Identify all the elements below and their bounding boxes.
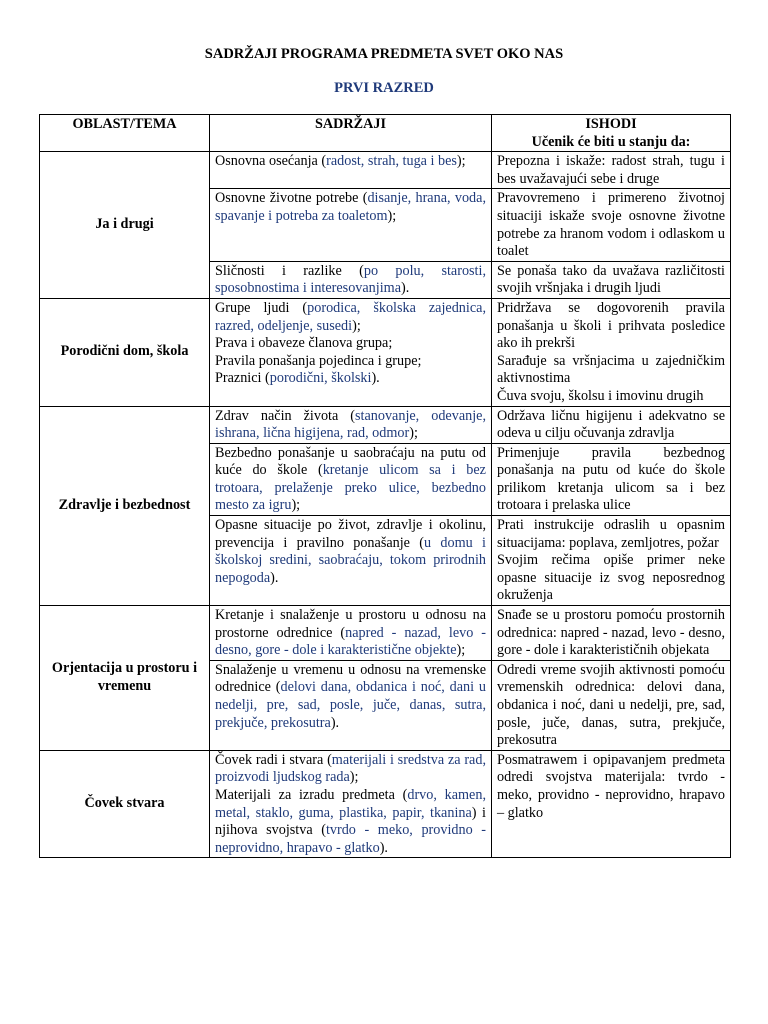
- content-examples: porodica, školska zajednica, razred, odeljenje, susedi: [215, 299, 486, 334]
- outcomes-cell: [492, 516, 731, 606]
- content-examples: disanje, hrana, voda, spavanje i potreba za toaletom: [215, 190, 486, 224]
- outcome-line: Održava ličnu higijenu i adekvatno se odeva u cilju očuvanja zdravlja: [497, 407, 725, 442]
- content-text: ) i njihova svojstva (: [215, 804, 486, 839]
- content-text: ).: [270, 569, 279, 586]
- content-examples: drvo, kamen, metal, staklo, guma, plastika, papir, tkanina: [215, 786, 486, 821]
- content-text: Snalaženje u vremenu u odnosu na vremenske odrednice (: [215, 661, 486, 696]
- outcome-line: Se ponaša tako da uvažava različitosti svojih vršnjaka i drugih ljudi: [497, 262, 725, 297]
- area-cell: Porodični dom, škola: [40, 298, 210, 406]
- document-title: SADRŽAJI PROGRAMA PREDMETA SVET OKO NAS: [204, 46, 564, 62]
- content-text: );: [387, 207, 397, 224]
- outcomes-cell: [492, 606, 731, 661]
- contents-cell: [210, 189, 492, 261]
- content-text: ).: [401, 280, 410, 297]
- content-text: Zdrav način života (: [215, 407, 356, 424]
- contents-cell: [210, 750, 492, 858]
- outcomes-cell: [492, 189, 731, 261]
- outcome-line: Prepozna i iskaže: radost strah, tugu i bes uvažavajući sebe i druge: [497, 153, 725, 187]
- outcomes-cell: [492, 406, 731, 443]
- outcome-line: Čuva svoju, školsu i imovinu drugih: [497, 387, 704, 404]
- contents-cell: [210, 443, 492, 515]
- table-row: [40, 406, 731, 443]
- content-text: Kretanje i snalaženje u prostoru u odnosu na prostorne odrednice (: [215, 607, 486, 641]
- content-examples: po polu, starosti, sposobnostima i interesovanjima: [215, 262, 486, 297]
- content-examples: delovi dana, obdanica i noć, dani u nedelji, pre, sad, posle, juče, danas, sutra, prekjuče, prekosutra: [215, 679, 486, 731]
- content-text: Grupe ljudi (: [215, 299, 308, 316]
- outcome-line: Svojim rečima opiše primer neke opasne situacije iz svog neposrednog okruženja: [497, 552, 725, 604]
- content-text: Osnovne životne potrebe (: [215, 190, 368, 207]
- content-line: [215, 353, 486, 371]
- content-line: [215, 752, 486, 787]
- outcomes-cell: [492, 152, 731, 189]
- contents-cell: [210, 152, 492, 189]
- header-contents: SADRŽAJI: [210, 115, 492, 152]
- content-examples: radost, strah, tuga i bes: [326, 153, 457, 170]
- content-text: Sličnosti i razlike (: [215, 262, 364, 279]
- content-text: );: [456, 153, 466, 170]
- outcomes-cell: [492, 298, 731, 406]
- area-cell: Orjentacija u prostoru i vremenu: [40, 606, 210, 751]
- header-area: OBLAST/TEMA: [40, 115, 210, 152]
- outcome-line: Snađe se u prostoru pomoću prostornih odrednica: napred - nazad, levo - desno, gore - dole i karakterističnih objekata: [497, 607, 725, 659]
- content-text: ).: [371, 370, 380, 387]
- content-text: ).: [330, 714, 340, 731]
- content-text: );: [352, 317, 361, 334]
- content-examples: materijali i sredstva za rad, proizvodi ljudskog rada: [215, 751, 486, 786]
- content-text: );: [409, 425, 418, 442]
- content-text: Opasne situacije po život, zdravlje i okolinu, prevencija i pravilno ponašanje (: [215, 517, 486, 551]
- table-row: [40, 152, 731, 189]
- outcome-line: Pridržava se dogovorenih pravila ponašanja u školi i prihvata posledice ako ih prekrši: [497, 299, 725, 352]
- outcomes-cell: [492, 660, 731, 750]
- content-text: );: [349, 769, 359, 786]
- table-row: [40, 298, 731, 406]
- contents-cell: [210, 516, 492, 606]
- contents-cell: [210, 261, 492, 298]
- outcomes-cell: [492, 750, 731, 858]
- outcome-line: Sarađuje sa vršnjacima u zajedničkim aktivnostima: [497, 352, 725, 387]
- area-cell: Zdravlje i bezbednost: [40, 406, 210, 606]
- content-examples: kretanje ulicom sa i bez trotoara, prelaženje preko ulice, bezbedno mesto za igru: [215, 462, 486, 514]
- content-examples: u domu i školskoj sredini, saobraćaju, tokom prirodnih nepogoda: [215, 534, 486, 586]
- outcome-line: Prati instrukcije odraslih u opasnim situacijama: poplava, zemljotres, požar: [497, 517, 725, 551]
- content-text: );: [456, 642, 466, 659]
- content-text: Pravila ponašanja pojedinca i grupe;: [215, 352, 422, 369]
- content-text: Osnovna osećanja (: [215, 153, 327, 170]
- document-subtitle: PRVI RAZRED: [334, 80, 434, 96]
- outcome-line: Posmatrawem i opipavanjem predmeta odredi svojstva materijala: tvrdo - meko, providno - neprovidno, hrapavo – glatko: [497, 751, 725, 821]
- contents-cell: [210, 660, 492, 750]
- content-text: Prava i obaveze članova grupa;: [215, 335, 393, 352]
- content-line: [215, 335, 486, 353]
- content-line: [215, 787, 486, 857]
- content-examples: napred - nazad, levo - desno, gore - dole i karakteristične objekte: [215, 624, 486, 659]
- table-row: [40, 750, 731, 858]
- content-line: [215, 370, 486, 388]
- area-cell: Čovek stvara: [40, 750, 210, 858]
- content-text: Materijali za izradu predmeta (: [215, 786, 408, 803]
- curriculum-table: [39, 114, 731, 858]
- outcomes-cell: [492, 261, 731, 298]
- content-text: ).: [379, 839, 388, 856]
- contents-cell: [210, 606, 492, 661]
- content-text: Čovek radi i stvara (: [215, 751, 332, 768]
- content-text: );: [291, 497, 301, 514]
- outcome-line: Primenjuje pravila bezbednog ponašanja na putu od kuće do škole prilikom kretanja ulicom sa i bez trotoara i prelaska ulice: [497, 444, 725, 514]
- outcome-line: Pravovremeno i primereno životnoj situaciji iskaže svoje osnovne životne potrebe za hranom vodom i odlaskom u toalet: [497, 190, 725, 260]
- area-cell: Ja i drugi: [40, 152, 210, 299]
- header-outcomes: ISHODI Učenik će biti u stanju da:: [492, 115, 731, 152]
- table-header-row: [40, 115, 731, 152]
- content-line: [215, 300, 486, 335]
- contents-cell: [210, 298, 492, 406]
- outcome-line: Odredi vreme svojih aktivnosti pomoću vremenskih odrednica: delovi dana, obdanica i noć, dani u nedelji, pre, sad, posle, juče, danas, sutra, prekjuče, prekosutra: [497, 661, 725, 749]
- table-row: [40, 606, 731, 661]
- content-text: Bezbedno ponašanje u saobraćaju na putu od kuće do škole (: [215, 444, 486, 479]
- outcomes-cell: [492, 443, 731, 515]
- content-examples: stanovanje, odevanje, ishrana, lična higijena, rad, odmor: [215, 407, 486, 442]
- content-examples: porodični, školski: [269, 370, 372, 387]
- content-text: Praznici (: [215, 370, 270, 387]
- contents-cell: [210, 406, 492, 443]
- content-examples: tvrdo - meko, providno - neprovidno, hrapavo - glatko: [215, 822, 486, 856]
